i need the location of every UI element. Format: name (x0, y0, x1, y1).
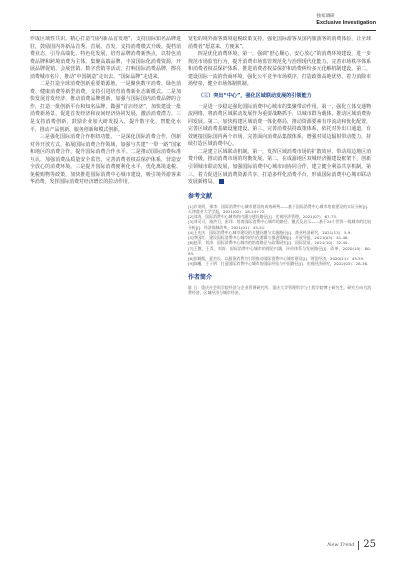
section-heading: （三）突出“中心”，强化区域联动发展的引领能力 (198, 92, 312, 99)
header-rule (30, 30, 376, 31)
reference-item: [5]李国红．建设国际消费中心城市的内在逻辑与推进策略[J]．开放导报，2021(03)：41-48. (188, 235, 349, 241)
footer-divider (358, 541, 359, 550)
right-text-column (188, 36, 371, 295)
body-paragraph (188, 149, 371, 187)
references-heading: 参考文献 (188, 192, 213, 200)
reference-item: [3]刘司可，路洪卫，彭玮．培育国际消费中心城市的路径、模式及启示——基于24个世界一线城市的比较分析[J]．经济体制改革，2021(01)：45-51. (188, 219, 371, 230)
reference-item: [7]王微，王青，刘涛．国际消费中心城市的理论内涵、评价体系与发展路径[J]．改革，2020(10)：80-93. (188, 245, 371, 256)
article-end-mark (219, 179, 224, 184)
column-name-cn: 独家调研 (316, 14, 335, 19)
body-paragraph-text: 二是建立区域联动机制。第一，发挥区域消费市场的扩散效应，带动周边地区消费升级，推动消费市场的均衡发展。第二，在成渝地区双城经济圈建设框架下，创新引领城市联动发展，加强国际消费中心城市间协同合作，建立健全利益共享机制。第三，着力促进区域消费资源共享，打造多样化消费平台，形成国际消费中心城市联动发展新格局。 (188, 148, 371, 186)
author-bio: 陈 丑：重庆社会科学院经济与企业管理研究所，重庆大学管理科学与工程学院博士研究生。研究方向为消费经济、区域经济与城市经济。 (188, 284, 371, 295)
reference-item: [2]刘涛，国际消费中心城市的内涵与建设路径[J]．宏观经济管理，2021(07)：67-73. (188, 214, 338, 220)
body-paragraph: 作成区域性共识。精心打造“国内新品首发地”，支持国际知名品牌进驻，鼓励国内外新品首秀、首展、首发，支持消费模式升级。提档消费业态，引导高端化、特色化发展，培育品牌消费新热点，以特色消费品牌和跨境消费为主体，集聚高端品牌，丰富国际化消费资源，开展品牌促销、会展营销、数字营销等活动，打响国际消费品牌，擦亮消费城市名片，推动“中国制造”走出去、“国际品牌”走进来。 (30, 36, 181, 80)
reference-item: [8]张颖熙，夏杰长．以服务消费为引领推动国际消费中心城市建设[J]．财贸经济，2020(11)：43-55. (188, 256, 365, 262)
left-text-column (30, 36, 181, 187)
running-header (316, 14, 376, 27)
body-paragraph: 三是强化国际消费合作枢纽功能。一是深化国际消费合作，创新对外开放方式，拓展国际消费合作领域，加强与共建“一带一路”国家和地区的消费合作，提升国际消费合作水平。二是推动国际消费标准互认，加强消费品质量安全监管，完善消费者权益保护体系，营造安全放心的消费环境。三是提升国际消费便利化水平，优化离境退税、免税购物等政策，加快推进国际消费中心城市建设，吸引境外游客来华消费，发挥国际消费对经济增长的拉动作用。 (30, 134, 181, 186)
page-number: 25 (363, 539, 376, 550)
body-paragraph: 二是打造全球消费创新重要策源地。一是聚焦数字消费、绿色消费、健康消费等新型消费，支持引进培育消费新业态新模式。二是加快发展首发经济，推动消费品牌创新，加强与国际国内消费品牌的合作，打造一批创新平台和知名品牌，做强“首店经济”，加快建设一批消费新场景，促进首发经济和夜间经济协同发展，激活消费潜力。三是支持消费创新，鼓励企业加大研发投入，提升数字化、智能化水平，推动产品创新、服务创新和模式创新。 (30, 81, 181, 133)
reference-item: [9]陈曦，王子明．打造国际消费中心城市的国际经验与中国路径[J]．宏观经济研究，2022(03)：28-36. (188, 261, 369, 267)
body-paragraph: 四是优化消费环境。第一，强调“舒心顺心、安心放心”的消费环境建设，进一步规范市场监管行为，提升消费市场监管规范化与治理现代化能力，完善市场秩序体系和消费者权益保护体系，推进消费者权益保护和消费纠纷多元化解机制建设。第二，建设国际一流的营商环境，强化公平竞争市场秩序，打造政策高地优势，着力消除市场壁垒，健全市场体制机制。 (188, 51, 371, 88)
magazine-name: New Trend (327, 543, 355, 548)
column-name-en: Exclusive Investigation (316, 20, 376, 26)
reference-item: [6]赵萍，刘涛．国际消费中心城市的培育路径与政策研究[J]．国际贸易，2021(10)：32-40. (188, 240, 349, 246)
body-paragraph: 一是进一步稳定强化国际消费中心城市的集聚带动作用。第一，强化立体交通物流网络，将消费区域联动发展作为重要战略抓手，以城市群为载体，推动区域消费协同发展。第二，加快构建区域消费一体化格局，推动资源要素有序流动和优化配置，完善区域消费基础设施建设。第三，完善消费扶持政策体系，依托对外出口通道，有效链接国际国内两个市场，完善面向消费品集散体系，增强对周边辐射带动能力，持续打造区域消费中心。 (188, 103, 371, 148)
page-footer (327, 540, 376, 550)
references-list (188, 204, 371, 267)
reference-item: [4]王先庆．国际消费中心城市建设的关键问题与实施路径[J]．商业经济研究，2021(13)：5-9. (188, 229, 352, 235)
body-paragraph: 宽松的境外游客离境退税政策支持，强化国际游客及国内旅游客的消费体验，让全球消费者“愿意来、方便来”。 (188, 36, 371, 50)
reference-item: [1]许英明，邢李．国际消费中心城市建设的成效研判——基于国际消费中心城市培育建设的实证分析[J]．天津商业大学学报，2021(02)：18-24+72. (188, 203, 371, 214)
author-bio-heading: 作者简介 (188, 273, 213, 281)
